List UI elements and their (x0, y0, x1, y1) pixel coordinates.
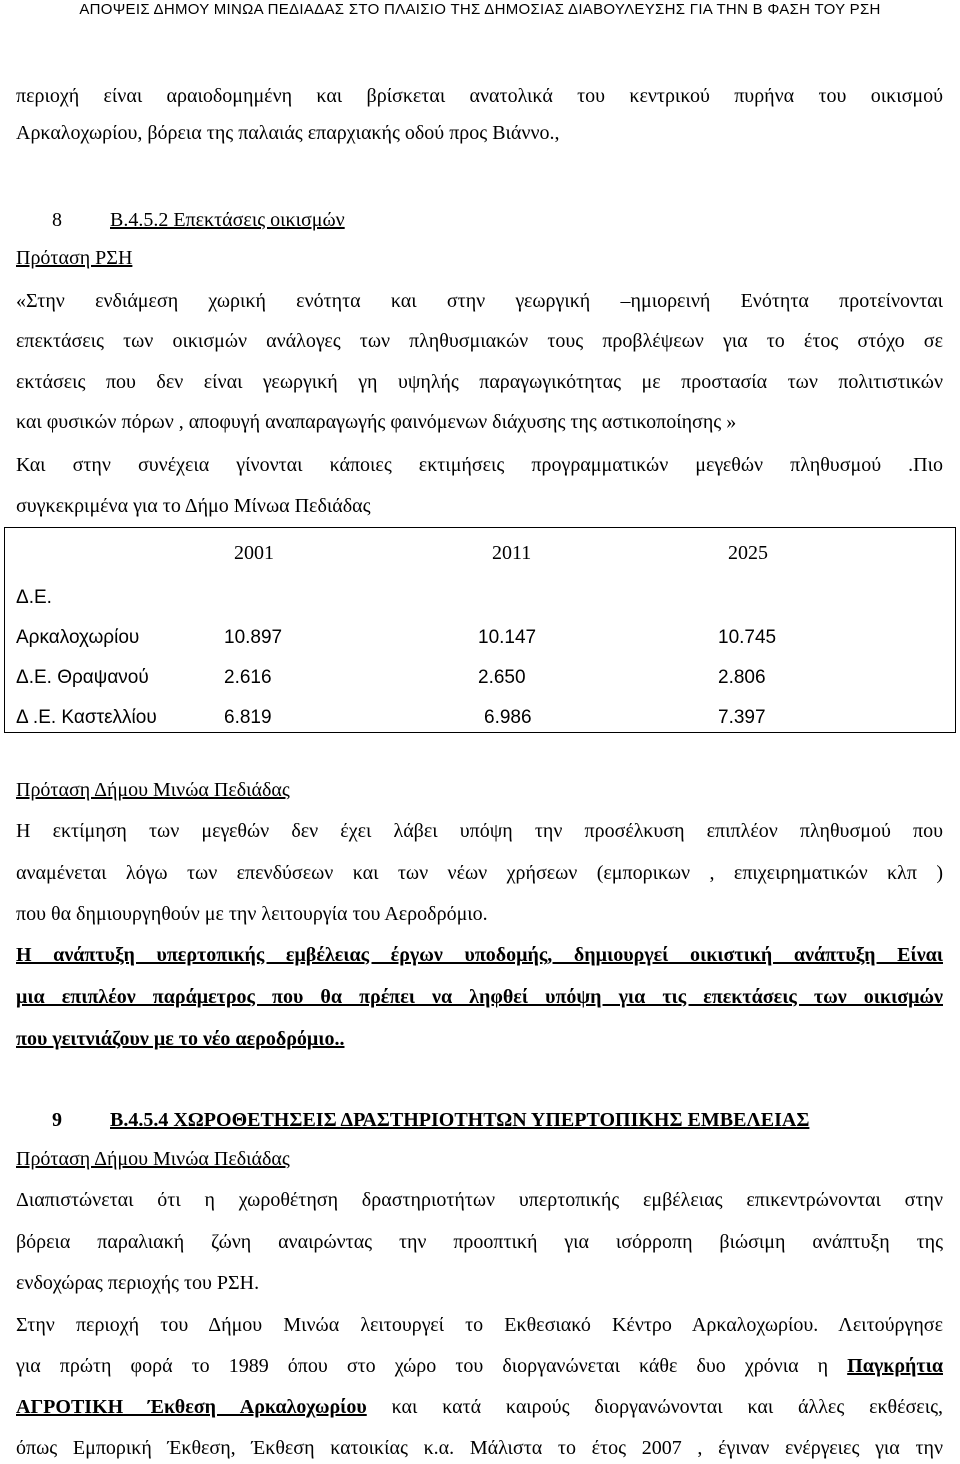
section-8-line-3: εκτάσεις που δεν είναι γεωργική γη υψηλής παραγωγικότητας με προστασία των πολιτιστικών (16, 371, 943, 393)
proposal-1-line-3: που θα δημιουργηθούν με την λειτουργία του Αεροδρόμιο. (16, 903, 488, 925)
section-8-heading (16, 207, 943, 233)
section-9-line-3: ενδοχώρας περιοχής του ΡΣΗ. (16, 1272, 260, 1294)
cell-value: 7.397 (718, 707, 766, 728)
cell-value: 2.616 (224, 667, 272, 688)
year-2011: 2011 (492, 541, 532, 564)
row-label-prefix: Δ.Ε. (16, 587, 52, 608)
proposal-1-title: Πρόταση Δήμου Μινώα Πεδιάδας (16, 779, 290, 801)
page-header: ΑΠΟΨΕΙΣ ΔΗΜΟΥ ΜΙΝΩΑ ΠΕΔΙΑΔΑΣ ΣΤΟ ΠΛΑΙΣΙΟ ΤΗΣ ΔΗΜΟΣΙΑΣ ΔΙΑΒΟΥΛΕΥΣΗΣ ΓΙΑ ΤΗΝ Β ΦΑΣΗ ΤΟΥ ΡΣΗ (79, 1, 881, 18)
section-8-line-1: «Στην ενδιάμεση χωρική ενότητα και στην γεωργική –ημιορεινή Ενότητα προτείνονται (16, 290, 943, 312)
section-9-line-5 (16, 1353, 943, 1379)
section-8-line-4: και φυσικών πόρων , αποφυγή αναπαραγωγής φαινόμενων διάχυσης της αστικοποίησης » (16, 411, 737, 433)
proposal-1-line-2: αναμένεται λόγω των επενδύσεων και των νέων χρήσεων (εμπορικων , επιχειρηματικών κλπ ) (16, 862, 943, 884)
table-row (4, 575, 956, 609)
intro-line-2: Αρκαλοχωρίου, βόρεια της παλαιάς επαρχιακής οδού προς Βιάννο., (16, 122, 560, 144)
section-8-subtitle: Πρόταση ΡΣΗ (16, 247, 133, 269)
proposal-1-bold-line-1: Η ανάπτυξη υπερτοπικής εμβέλειας έργων υποδομής, δημιουργεί οικιστική ανάπτυξη Είναι (16, 944, 943, 966)
section-9-line-6 (16, 1394, 943, 1420)
cell-value: 10.897 (224, 627, 283, 648)
year-2025: 2025 (728, 541, 768, 564)
section-8-line-5: Και στην συνέχεια γίνονται κάποιες εκτιμήσεις προγραμματικών μεγεθών πληθυσμού .Πιο (16, 454, 943, 476)
cell-value: 10.147 (478, 627, 537, 648)
intro-line-1: περιοχή είναι αραιοδομημένη και βρίσκεται ανατολικά του κεντρικού πυρήνα του οικισμού (16, 85, 943, 107)
row-label: Αρκαλοχωρίου (16, 627, 140, 648)
cell-value: 2.650 (478, 667, 526, 688)
year-2001: 2001 (234, 541, 274, 564)
section-9-line-6-text: και κατά καιρούς διοργανώνονται και άλλες εκθέσεις, (391, 1396, 944, 1418)
section-9-heading (16, 1107, 943, 1133)
section-8-title: Β.4.5.2 Επεκτάσεις οικισμών (110, 209, 345, 231)
cell-value: 10.745 (718, 627, 777, 648)
section-9-line-7: όπως Εμπορική Έκθεση, Έκθεση κατοικίας κ.α. Μάλιστα το έτος 2007 , έγιναν ενέργειες για την (16, 1437, 943, 1459)
row-label: Δ .Ε. Καστελλίου (16, 707, 157, 728)
proposal-1-bold-line-2: μια επιπλέον παράμετρος που θα πρέπει να ληφθεί υπόψη για τις επεκτάσεις των οικισμών (16, 986, 943, 1008)
proposal-1-line-1: Η εκτίμηση των μεγεθών δεν έχει λάβει υπόψη την προσέλκυση επιπλέον πληθυσμού που (16, 820, 943, 842)
section-8-number: 8 (52, 209, 62, 231)
table-corner (4, 527, 204, 575)
section-9-subtitle: Πρόταση Δήμου Μινώα Πεδιάδας (16, 1148, 290, 1170)
section-8-line-6: συγκεκριμένα για το Δήμο Μίνωα Πεδιάδας (16, 495, 371, 517)
cell-value: 6.819 (224, 707, 272, 728)
cell-value: 6.986 (484, 707, 532, 728)
table-header-row (4, 527, 956, 575)
section-9-number: 9 (52, 1109, 62, 1131)
table-row (4, 649, 956, 689)
population-table (4, 527, 956, 729)
section-9-title: Β.4.5.4 ΧΩΡΟΘΕΤΗΣΕΙΣ ΔΡΑΣΤΗΡΙΟΤΗΤΩΝ ΥΠΕΡΤΟΠΙΚΗΣ ΕΜΒΕΛΕΙΑΣ (110, 1109, 810, 1131)
section-9-line-5-bold: Παγκρήτια (847, 1355, 943, 1377)
section-9-line-1: Διαπιστώνεται ότι η χωροθέτηση δραστηριοτήτων υπερτοπικής εμβέλειας επικεντρώνονται στην (16, 1189, 943, 1211)
table-row (4, 609, 956, 649)
cell-value: 2.806 (718, 667, 766, 688)
proposal-1-bold-line-3: που γειτνιάζουν με το νέο αεροδρόμιο.. (16, 1028, 345, 1050)
section-9-line-2: βόρεια παραλιακή ζώνη αναιρώντας την προοπτική για ισόρροπη βιώσιμη ανάπτυξη της (16, 1231, 943, 1253)
section-9-line-4: Στην περιοχή του Δήμου Μινώα λειτουργεί το Εκθεσιακό Κέντρο Αρκαλοχωρίου. Λειτούργησε (16, 1314, 943, 1336)
section-9-line-5-text: για πρώτη φορά το 1989 όπου στο χώρο του διοργανώνεται κάθε δυο χρόνια η (16, 1355, 829, 1377)
row-label: Δ.Ε. Θραψανού (16, 667, 149, 688)
section-8-line-2: επεκτάσεις των οικισμών ανάλογες των πληθυσμιακών τους προβλέψεων για το έτος στόχο σε (16, 330, 943, 352)
table-row (4, 689, 956, 729)
section-9-line-6-bold: ΑΓΡΟΤΙΚΗ Έκθεση Αρκαλοχωρίου (16, 1396, 367, 1418)
